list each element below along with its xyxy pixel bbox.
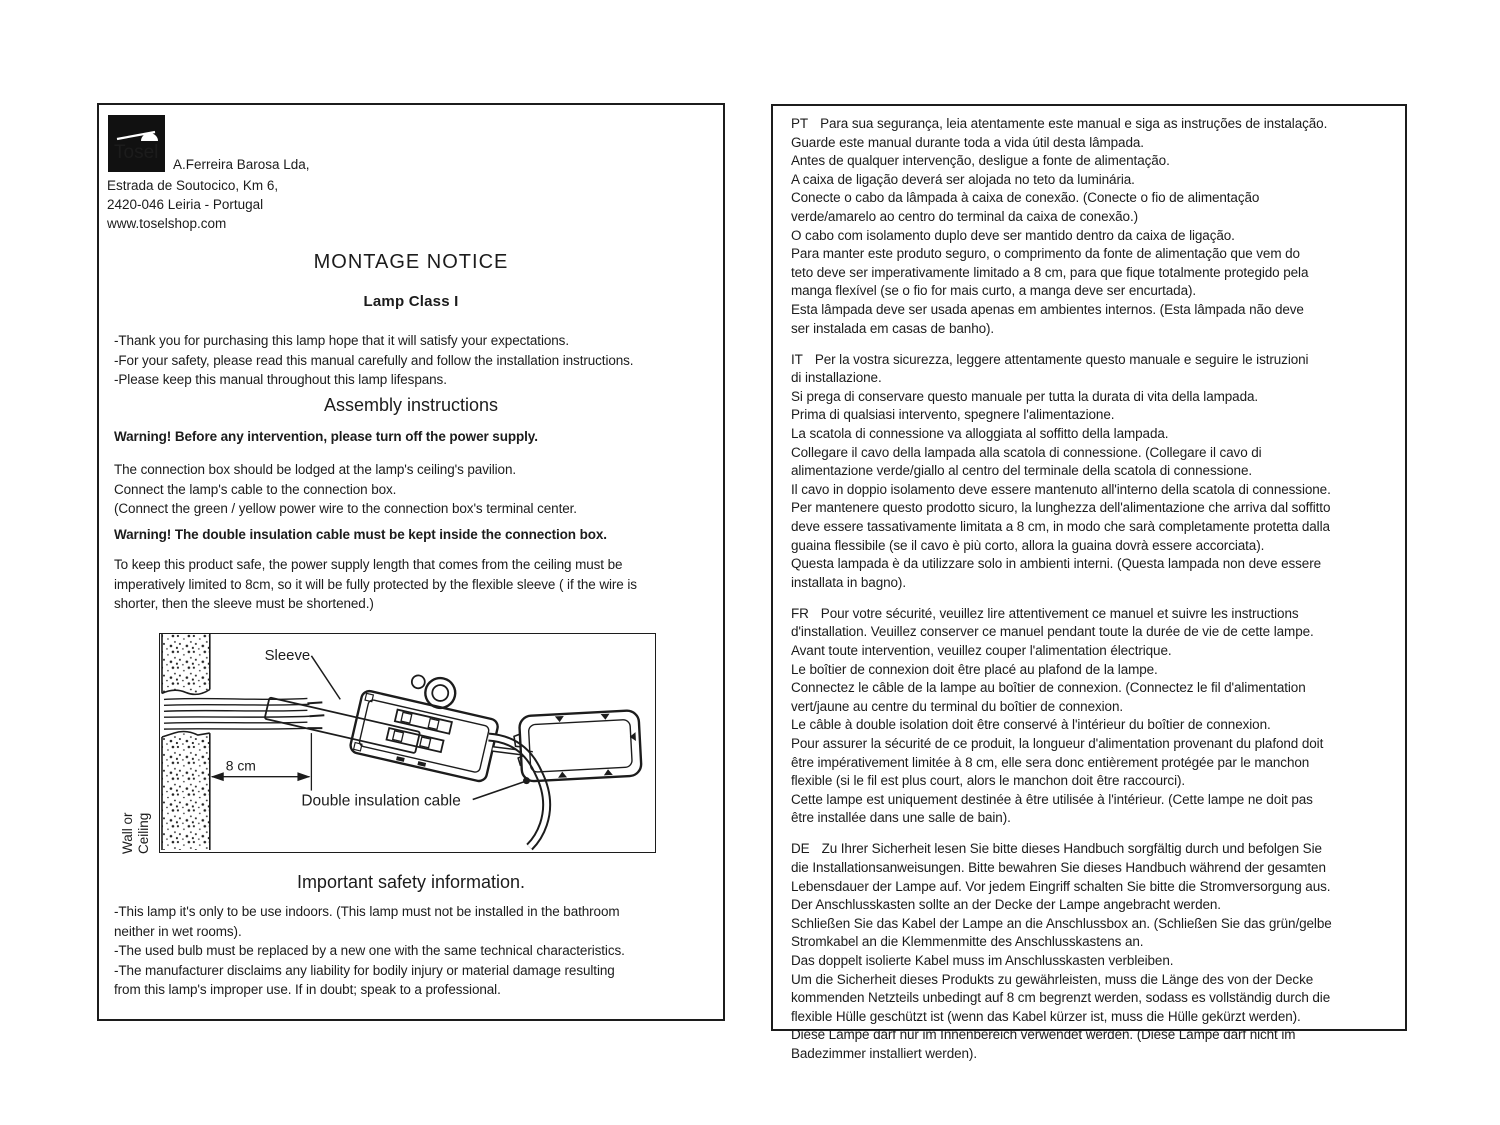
power-wires	[164, 698, 324, 729]
intro-text: -Thank you for purchasing this lamp hope that it will satisfy your expectations. -For your safety, please read this manual carefully and follow the installation instructions. -Please keep this manual throughout this lamp lifespans.	[114, 333, 634, 387]
cable-leader-dot	[523, 777, 530, 784]
warning-double-insulation: Warning! The double insulation cable must be kept inside the connection box.	[114, 527, 607, 542]
installation-diagram	[159, 633, 656, 853]
tosel-logo	[108, 115, 165, 172]
tosel-logo-art	[108, 115, 165, 172]
language-section-fr	[791, 605, 1393, 828]
language-text-it: Per la vostra sicurezza, leggere attentamente questo manuale e seguire le istruzioni di installazione. Si prega di conservare questo manuale per tutta la durata di vita della lampada. Prima di qualsiasi intervento, spegnere l'alimentazione. La scatola di connessione va alloggiata al soffitto della lampada. Collegare il cavo della lampada alla scatola di connessione. (Collegare il cavo di alimentazione verde/giallo al centro del terminale della scatola di connessione. Il cavo in doppio isolamento deve essere mantenuto all'interno della scatola di connessione. Per mantenere questo prodotto sicuro, la lunghezza dell'alimentazione che arriva dal soffitto deve essere tassativamente limitata a 8 cm, in modo che sarà completamente protetta dalla guaina flessibile (se il cavo è più corto, allora la guaina dovrà essere accorciata). Questa lampada è da utilizzare solo in ambienti interni. (Questa lampada non deve essere installata in bagno).	[791, 351, 1331, 590]
sleeve-leader-line	[311, 656, 340, 700]
language-section-it	[791, 351, 1393, 593]
language-code-pt: PT	[791, 116, 809, 131]
wall-texture	[162, 634, 210, 850]
wall-ceiling-label: Wall or Ceiling	[120, 812, 151, 854]
safety-heading: Important safety information.	[296, 872, 526, 892]
assembly-para1: The connection box should be lodged at the lamp's ceiling's pavilion. Connect the lamp's cable to the connection box. (Connect the green / yellow power wire to the connection box's terminal center.	[114, 462, 577, 516]
safety-text: -This lamp it's only to be use indoors. (This lamp must not be installed in the bathroom neither in wet rooms). -The used bulb must be replaced by a new one with the same technical characteristics. -The manufacturer disclaims any liability for bodily injury or material damage resulting from this lamp's improper use. If in doubt; speak to a professional.	[114, 904, 625, 997]
translations-panel	[771, 104, 1407, 1061]
cable-label: Double insulation cable	[301, 792, 461, 810]
company-name: A.Ferreira Barosa Lda,	[173, 157, 310, 172]
warning-power-supply: Warning! Before any intervention, please turn off the power supply.	[114, 429, 538, 444]
dimension-label: 8 cm	[225, 757, 256, 774]
connection-box	[349, 662, 506, 783]
language-code-it: IT	[791, 351, 803, 367]
dimension-8cm	[211, 733, 312, 790]
sleeve-label: Sleeve	[264, 647, 311, 664]
language-text-de: Zu Ihrer Sicherheit lesen Sie bitte dieses Handbuch sorgfältig durch und befolgen Sie die Installationsanweisungen. Bitte bewahren Sie dieses Handbuch während der gesamten Lebensdauer der Lampe auf. Vor jedem Eingriff schalten Sie bitte die Stromversorgung aus. Der Anschlusskasten sollte an der Decke der Lampe angebracht werden. Schließen Sie das Kabel der Lampe an die Anschlussbox an. (Schließen Sie das grün/gelbe Stromkabel an die Klemmenmitte des Anschlusskastens an. Das doppelt isolierte Kabel muss im Anschlusskasten verbleiben. Um die Sicherheit dieses Produkts zu gewährleisten, muss die Länge des von der Decke kommenden Netzteils unbedingt auf 8 cm begrenzt werden, sodass es vollständig durch die flexible Hülle geschützt ist (wenn das Kabel kürzer ist, muss die Hülle gekürzt werden). Diese Lampe darf nur im Innenbereich verwendet werden. (Diese Lampe darf nicht im Badezimmer installiert werden).	[791, 841, 1332, 1061]
lamp-class-subtitle: Lamp Class I	[363, 293, 459, 310]
language-text-fr: Pour votre sécurité, veuillez lire attentivement ce manuel et suivre les instructions d'installation. Veuillez conserver ce manuel pendant toute la durée de vie de cette lampe. Avant toute intervention, veuillez couper l'alimentation électrique. Le boîtier de connexion doit être placé au plafond de la lampe. Connectez le câble de la lampe au boîtier de connexion. (Connectez le fil d'alimentation vert/jaune au centre du terminal du boîtier de connexion. Le câble à double isolation doit être conservé à l'intérieur du boîtier de connexion. Pour assurer la sécurité de ce produit, la longueur d'alimentation provenant du plafond doit être impérativement limitée à 8 cm, elle sera donc entièrement protégée par le manchon flexible (si le fil est plus court, alors le manchon doit être raccourci). Cette lampe est uniquement destinée à être utilisée à l'intérieur. (Cette lampe ne doit pas être installée dans une salle de bain).	[791, 605, 1324, 826]
cable-leader-line	[473, 782, 525, 800]
page-title: MONTAGE NOTICE	[313, 251, 509, 273]
language-section-pt	[791, 115, 1393, 338]
instructions-panel	[97, 103, 725, 1021]
assembly-para2: To keep this product safe, the power supply length that comes from the ceiling must be imperatively limited to 8cm, so it will be fully protected by the flexible sleeve ( if the wire is shorter, then the sleeve must be shortened.)	[114, 557, 637, 611]
language-code-fr: FR	[791, 605, 809, 621]
logo-wordmark: Tosel	[114, 142, 159, 163]
language-code-de: DE	[791, 841, 810, 857]
box-cover	[513, 710, 642, 782]
language-section-de	[791, 840, 1393, 1063]
diagram-art	[160, 634, 655, 852]
assembly-heading: Assembly instructions	[323, 395, 499, 415]
language-text-pt: Para sua segurança, leia atentamente este manual e siga as instruções de instalação. Guarde este manual durante toda a vida útil desta lâmpada. Antes de qualquer intervenção, desligue a fonte de alimentação. A caixa de ligação deverá ser alojada no teto da luminária. Conecte o cabo da lâmpada à caixa de conexão. (Conecte o fio de alimentação verde/amarelo ao centro do terminal da caixa de conexão.) O cabo com isolamento duplo deve ser mantido dentro da caixa de ligação. Para manter este produto seguro, o comprimento da fonte de alimentação que vem do teto deve ser imperativamente limitado a 8 cm, para que fique totalmente protegido pela manga flexível (se o fio for mais curto, a manga deve ser encurtada). Esta lâmpada deve ser usada apenas em ambientes internos. (Esta lâmpada não deve ser instalada em casas de banho).	[791, 116, 1328, 336]
company-address: Estrada de Soutocico, Km 6, 2420-046 Leiria - Portugal www.toselshop.com	[107, 178, 279, 231]
